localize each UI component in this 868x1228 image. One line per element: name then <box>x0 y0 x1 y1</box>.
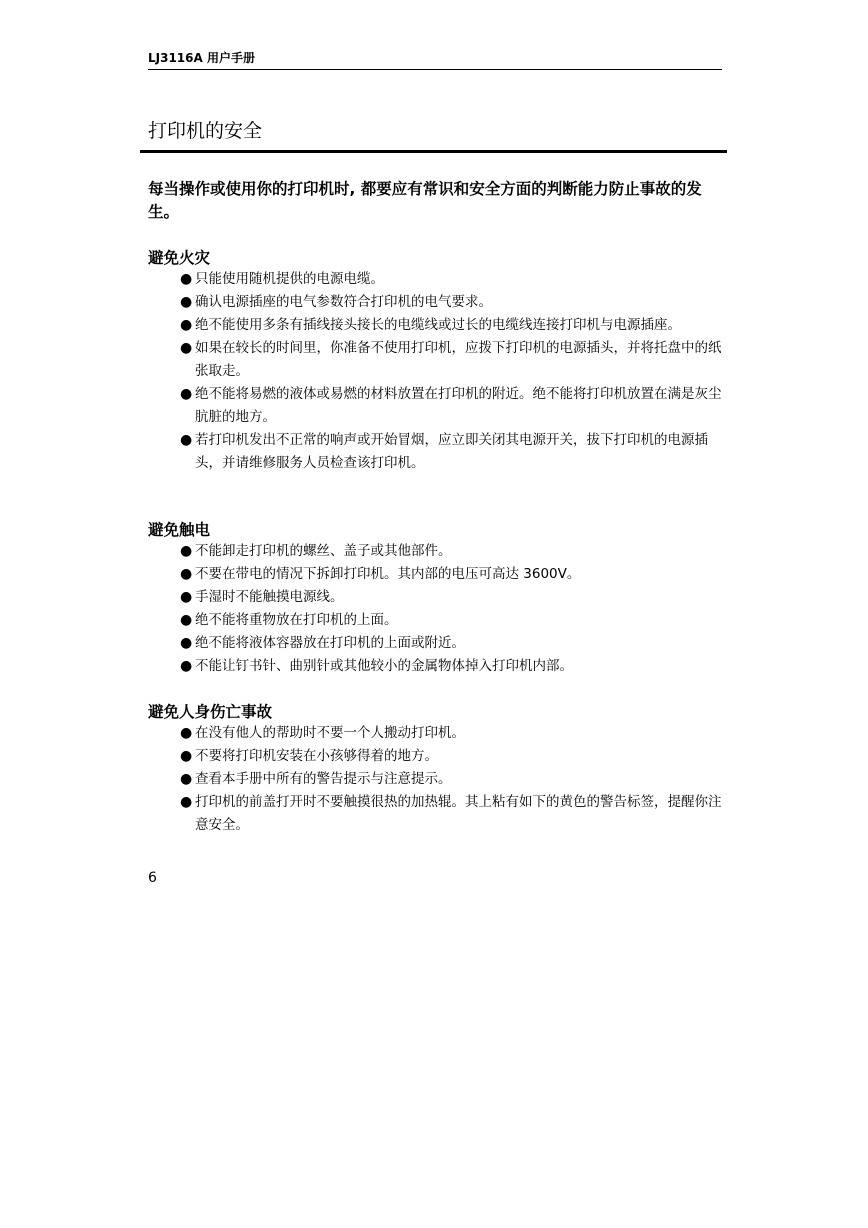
list-item <box>180 768 725 791</box>
list-item <box>180 540 725 563</box>
bullet-icon: ● <box>180 271 193 287</box>
running-header: LJ3116A 用户手册 <box>148 50 722 70</box>
list-item-text: 不要在带电的情况下拆卸打印机。其内部的电压可高达 3600V。 <box>195 566 581 582</box>
bullet-icon: ● <box>180 589 193 605</box>
list-item <box>180 563 725 586</box>
list-item-text: 确认电源插座的电气参数符合打印机的电气要求。 <box>195 294 492 310</box>
list-item-text: 在没有他人的帮助时不要一个人搬动打印机。 <box>195 725 465 741</box>
bullet-icon: ● <box>180 612 193 628</box>
list-item <box>180 609 725 632</box>
page-title: 打印机的安全 <box>148 120 263 142</box>
list-item-text: 手湿时不能触摸电源线。 <box>195 589 344 605</box>
bullet-icon: ● <box>180 340 193 356</box>
intro-paragraph: 每当操作或使用你的打印机时, 都要应有常识和安全方面的判断能力防止事故的发生。 <box>148 180 702 221</box>
list-item <box>180 429 725 475</box>
list-item-text: 打印机的前盖打开时不要触摸很热的加热辊。其上粘有如下的黄色的警告标签，提醒你注意安全。 <box>195 794 722 833</box>
list-item <box>180 722 725 745</box>
bullet-icon: ● <box>180 748 193 764</box>
section-heading-shock: 避免触电 <box>148 521 211 539</box>
list-item-text: 若打印机发出不正常的响声或开始冒烟，应立即关闭其电源开关，拔下打印机的电源插头，并请维修服务人员检查该打印机。 <box>195 432 708 471</box>
bullet-icon: ● <box>180 543 193 559</box>
list-fire <box>180 268 725 475</box>
list-item-text: 绝不能将易燃的液体或易燃的材料放置在打印机的附近。绝不能将打印机放置在满是灰尘肮脏的地方。 <box>195 386 722 425</box>
bullet-icon: ● <box>180 386 193 402</box>
list-item-text: 绝不能使用多条有插线接头接长的电缆线或过长的电缆线连接打印机与电源插座。 <box>195 317 681 333</box>
bullet-icon: ● <box>180 635 193 651</box>
bullet-icon: ● <box>180 725 193 741</box>
bullet-icon: ● <box>180 317 193 333</box>
page-number: 6 <box>148 870 157 886</box>
list-item <box>180 268 725 291</box>
section-heading-injury: 避免人身伤亡事故 <box>148 703 273 721</box>
list-item-text: 如果在较长的时间里，你准备不使用打印机，应拨下打印机的电源插头，并将托盘中的纸张取走。 <box>195 340 722 379</box>
list-item <box>180 314 725 337</box>
bullet-icon: ● <box>180 432 193 448</box>
list-item-text: 不能卸走打印机的螺丝、盖子或其他部件。 <box>195 543 452 559</box>
list-item <box>180 383 725 429</box>
list-injury <box>180 722 725 837</box>
bullet-icon: ● <box>180 566 193 582</box>
list-item-text: 绝不能将液体容器放在打印机的上面或附近。 <box>195 635 465 651</box>
bullet-icon: ● <box>180 771 193 787</box>
bullet-icon: ● <box>180 794 193 810</box>
list-item <box>180 745 725 768</box>
list-item-text: 只能使用随机提供的电源电缆。 <box>195 271 384 287</box>
list-item-text: 不要将打印机安装在小孩够得着的地方。 <box>195 748 438 764</box>
list-item-text: 绝不能将重物放在打印机的上面。 <box>195 612 398 628</box>
list-item <box>180 632 725 655</box>
list-item <box>180 791 725 837</box>
list-item-text: 查看本手册中所有的警告提示与注意提示。 <box>195 771 452 787</box>
section-heading-fire: 避免火灾 <box>148 249 211 267</box>
list-item <box>180 337 725 383</box>
list-item-text: 不能让钉书针、曲别针或其他较小的金属物体掉入打印机内部。 <box>195 658 573 674</box>
list-item <box>180 586 725 609</box>
bullet-icon: ● <box>180 658 193 674</box>
list-shock <box>180 540 725 678</box>
list-item <box>180 291 725 314</box>
title-rule <box>140 150 727 153</box>
bullet-icon: ● <box>180 294 193 310</box>
list-item <box>180 655 725 678</box>
